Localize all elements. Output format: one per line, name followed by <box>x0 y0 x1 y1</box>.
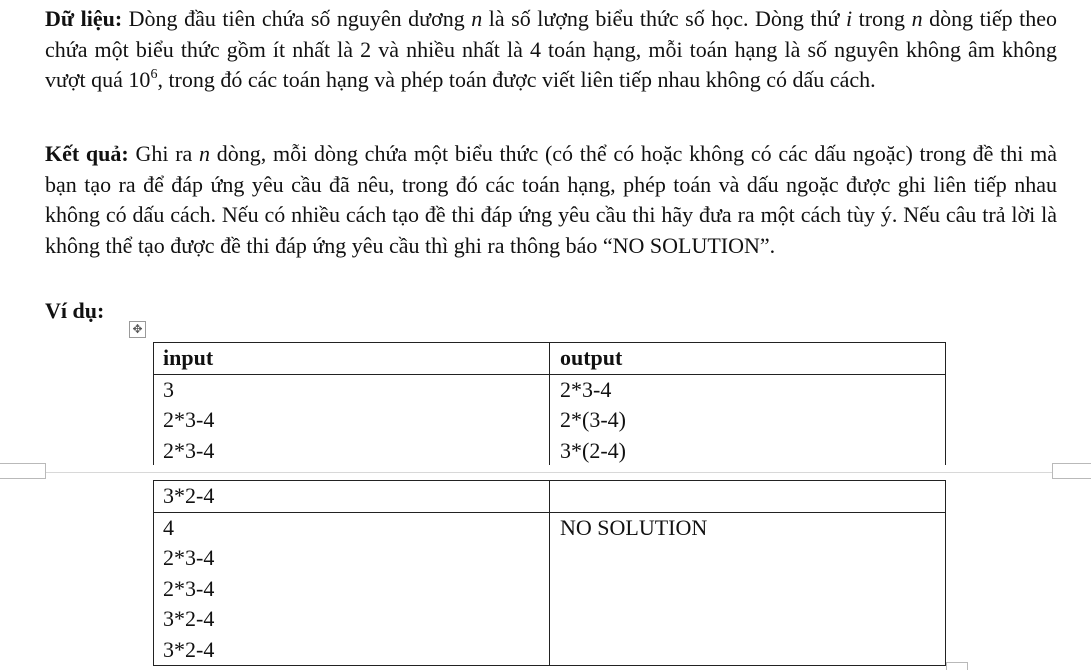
page-corner-marker <box>946 662 968 670</box>
input-description-paragraph: Dữ liệu: Dòng đầu tiên chứa số nguyên dương n là số lượng biểu thức số học. Dòng thứ i trong n dòng tiếp theo chứa một biểu thức gồm ít nhất là 2 và nhiều nhất là 4 toán hạng, mỗi toán hạng là số nguyên không âm không vượt quá $10^6$, trong đó các toán hạng và phép toán được viết liên tiếp nhau không có dấu cách. <box>45 6 1057 93</box>
input-label: Dữ liệu: <box>45 6 123 31</box>
move-arrows-icon[interactable]: ✥ <box>129 321 146 338</box>
table-header-row <box>154 343 946 375</box>
output-description-paragraph: Kết quả: Ghi ra n dòng, mỗi dòng chứa một biểu thức (có thể có hoặc không có các dấu ngoặc) trong đề thi mà bạn tạo ra để đáp ứng yêu cầu đã nêu, trong đó các toán hạng, phép toán và dấu ngoặc được ghi liên tiếp nhau không có dấu cách. Nếu có nhiều cách tạo đề thi đáp ứng yêu cầu thi hãy đưa ra một cách tùy ý. Nếu câu trả lời là không thể tạo được đề thi đáp ứng yêu cầu thì ghi ra thông báo “NO SOLUTION”. <box>45 141 1058 258</box>
page-corner-marker <box>0 463 46 479</box>
page-break-line <box>0 472 1091 473</box>
page-break-gap <box>0 465 1091 477</box>
output-cell: 2*3-4 2*(3-4) 3*(2-4) <box>550 374 946 467</box>
input-header: input <box>163 345 214 370</box>
table-row: 3*2-4 <box>154 481 946 513</box>
example-table-continued <box>153 480 946 666</box>
output-label: Kết quả: <box>45 141 129 166</box>
table-row <box>154 374 946 467</box>
output-header: output <box>560 345 623 370</box>
example-table <box>153 342 946 467</box>
table-row <box>154 512 946 666</box>
page-corner-marker <box>1052 463 1091 479</box>
example-label: Ví dụ: <box>45 298 105 323</box>
output-cell: NO SOLUTION <box>550 512 946 666</box>
input-cell: 4 2*3-4 2*3-4 3*2-4 3*2-4 <box>154 512 550 666</box>
input-cell: 3 2*3-4 2*3-4 <box>154 374 550 467</box>
